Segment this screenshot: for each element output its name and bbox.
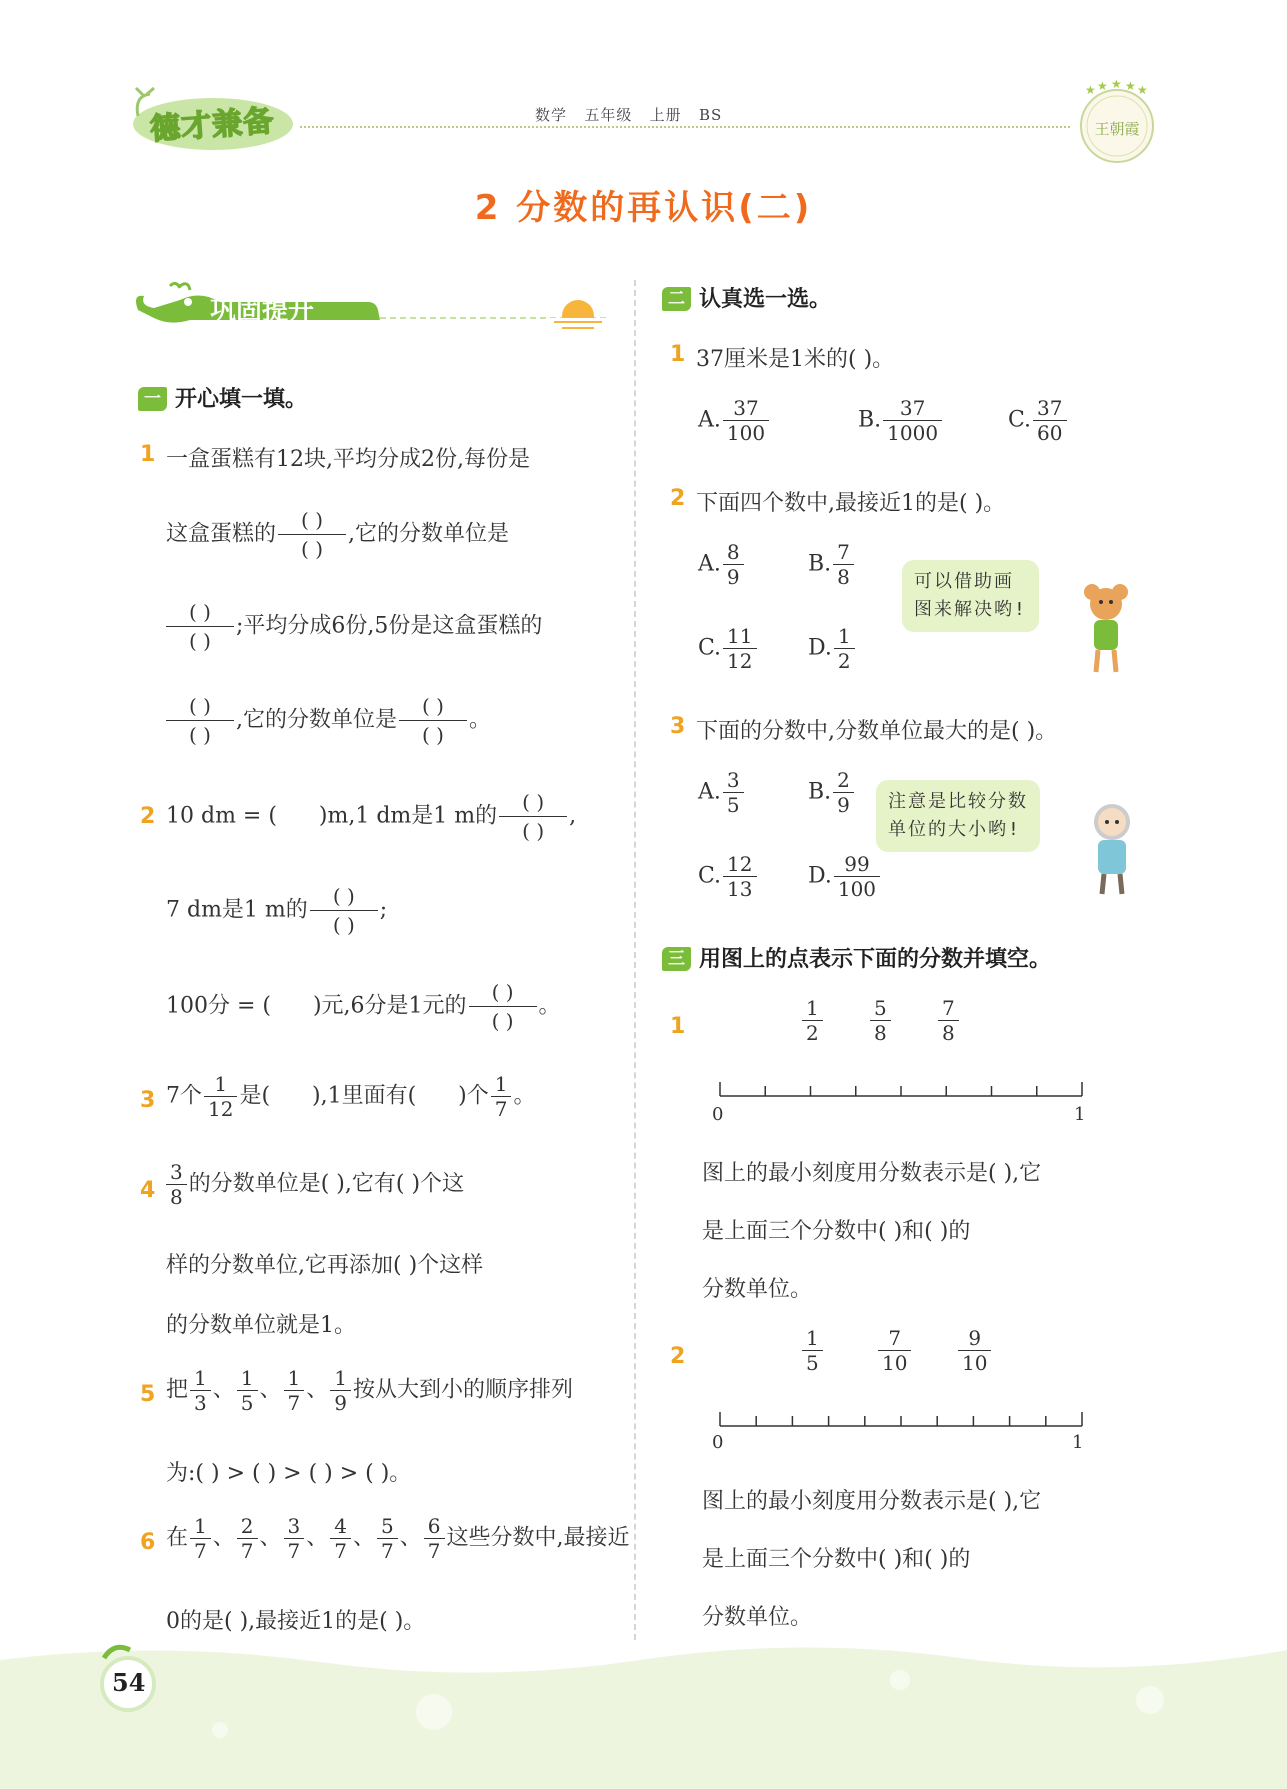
question-number: 1: [670, 1014, 686, 1039]
q4-line3: 的分数单位就是1。: [166, 1313, 356, 1338]
question-number: 3: [140, 1088, 156, 1113]
target-fraction: $\frac{9}{10}$: [956, 1326, 993, 1375]
hint-bubble: 注意是比较分数 单位的大小哟!: [876, 780, 1040, 852]
page-number: 54: [112, 1668, 146, 1697]
target-fraction: $\frac{5}{8}$: [868, 996, 893, 1045]
target-fraction: $\frac{7}{10}$: [876, 1326, 913, 1375]
s3-q1-line2: 是上面三个分数中( )和( )的: [702, 1219, 971, 1244]
page-title: 2 分数的再认识(二): [474, 188, 813, 228]
blank-fraction[interactable]: ( ) ( ): [166, 598, 234, 655]
cartoon-mouse-illustration: [1072, 580, 1140, 680]
hint-bubble: 可以借助画 图来解决哟!: [902, 560, 1039, 632]
ruler-one-label: 1: [1074, 1104, 1086, 1125]
q3-line: 7个 $\frac{1}{12}$ 是( ),1里面有( )个 $\frac{1}{7}$ 。: [166, 1072, 536, 1121]
column-divider: [634, 280, 636, 1640]
section-2-heading: 二 认真选一选。: [662, 282, 831, 313]
consolidate-banner-label: 巩固提升: [210, 296, 315, 326]
s3-q2-line3: 分数单位。: [702, 1605, 813, 1630]
section-1-heading: 一 开心填一填。: [138, 382, 307, 413]
question-number: 2: [670, 486, 686, 511]
target-fraction: $\frac{1}{5}$: [800, 1326, 825, 1375]
q5-line1: 把 $\frac{1}{3}$ 、 $\frac{1}{5}$ 、 $\frac{1}{7}$ 、 $\frac{1}{9}$ 按从大到小的顺序排列: [166, 1366, 574, 1415]
s3-q1-line1: 图上的最小刻度用分数表示是( ),它: [702, 1161, 1042, 1186]
section-3-tag: 三: [662, 947, 691, 971]
question-number: 3: [670, 714, 686, 739]
number-line-eighths[interactable]: [712, 1076, 1090, 1116]
q6-line1: 在 $\frac{1}{7}$ 、 $\frac{2}{7}$ 、 $\frac{3}{7}$ 、 $\frac{4}{7}$ 、 $\frac{5}{7}$ 、 $\frac{6}{7}$ 这些分数中,最接近: [166, 1514, 630, 1563]
q4-line2: 样的分数单位,它再添加( )个这样: [166, 1253, 484, 1278]
question-number: 1: [670, 342, 686, 367]
blank-fraction[interactable]: ( ) ( ): [310, 882, 378, 939]
q1-line3: ( ) ( ) ;平均分成6份,5份是这盒蛋糕的: [164, 598, 542, 655]
q2-line1: 10 dm = ( )m,1 dm是1 m的 ( ) ( ) ,: [166, 790, 577, 843]
ruler-one-label: 1: [1072, 1432, 1084, 1453]
svg-text:★: ★: [1085, 83, 1096, 97]
ruler-zero-label: 0: [712, 1432, 724, 1453]
q1-line1: 一盒蛋糕有12块,平均分成2份,每份是: [166, 447, 530, 472]
blank-fraction[interactable]: ( ) ( ): [166, 692, 234, 749]
q1-line4: ( ) ( ) ,它的分数单位是 ( ) ( ) 。: [164, 692, 491, 749]
option-b[interactable]: B. $\frac{7}{8}$: [808, 540, 856, 589]
s3-q2-line1: 图上的最小刻度用分数表示是( ),它: [702, 1489, 1042, 1514]
svg-text:★: ★: [1125, 80, 1136, 93]
question-number: 6: [140, 1530, 156, 1555]
option-b[interactable]: B. $\frac{37}{1000}$: [858, 396, 944, 445]
question-number: 1: [140, 442, 156, 467]
question-number: 4: [140, 1178, 156, 1203]
question-number: 2: [140, 804, 156, 829]
option-b[interactable]: B. $\frac{2}{9}$: [808, 768, 856, 817]
option-c[interactable]: C. $\frac{37}{60}$: [1008, 396, 1069, 445]
blank-fraction[interactable]: ( ) ( ): [469, 978, 537, 1035]
s2-q1-text: 37厘米是1米的( )。: [696, 347, 895, 372]
q4-line1: $\frac{3}{8}$ 的分数单位是( ),它有( )个这: [164, 1160, 464, 1209]
footer-wave-decoration: [0, 1640, 1287, 1789]
section-1-tag: 一: [138, 387, 167, 411]
cartoon-grandpa-illustration: [1078, 800, 1146, 900]
author-seal-badge: [1075, 80, 1160, 165]
target-fraction: $\frac{1}{2}$: [800, 996, 825, 1045]
s2-q3-text: 下面的分数中,分数单位最大的是( )。: [696, 719, 1058, 744]
option-d[interactable]: D. $\frac{99}{100}$: [808, 852, 882, 901]
blank-fraction[interactable]: ( ) ( ): [278, 506, 346, 563]
s2-q2-text: 下面四个数中,最接近1的是( )。: [696, 491, 1006, 516]
question-number: 5: [140, 1382, 156, 1407]
option-a[interactable]: A. $\frac{37}{100}$: [698, 396, 771, 445]
option-c[interactable]: C. $\frac{12}{13}$: [698, 852, 759, 901]
option-a[interactable]: A. $\frac{3}{5}$: [698, 768, 746, 817]
s3-q2-line2: 是上面三个分数中( )和( )的: [702, 1547, 971, 1572]
q1-line2: 这盒蛋糕的 ( ) ( ) ,它的分数单位是: [166, 508, 510, 561]
option-d[interactable]: D. $\frac{1}{2}$: [808, 624, 857, 673]
brand-logo: 德才兼备: [149, 103, 276, 148]
question-number: 2: [670, 1344, 686, 1369]
blank-fraction[interactable]: ( ) ( ): [499, 788, 567, 845]
q5-line2: 为:( ) > ( ) > ( ) > ( )。: [166, 1461, 412, 1486]
svg-text:★: ★: [1111, 80, 1122, 91]
q2-line3: 100分 = ( )元,6分是1元的 ( ) ( ) 。: [166, 980, 561, 1033]
q6-line2: 0的是( ),最接近1的是( )。: [166, 1609, 426, 1634]
consolidate-banner: [130, 280, 610, 340]
target-fraction: $\frac{7}{8}$: [936, 996, 961, 1045]
svg-text:★: ★: [1097, 80, 1108, 93]
section-3-heading: 三 用图上的点表示下面的分数并填空。: [662, 942, 1051, 973]
s3-q1-line3: 分数单位。: [702, 1277, 813, 1302]
blank-fraction[interactable]: ( ) ( ): [399, 692, 467, 749]
option-c[interactable]: C. $\frac{11}{12}$: [698, 624, 759, 673]
header-info: 数学 五年级 上册 BS: [535, 106, 723, 124]
svg-text:王朝霞: 王朝霞: [1094, 120, 1140, 138]
q2-line2: 7 dm是1 m的 ( ) ( ) ;: [166, 884, 388, 937]
ruler-zero-label: 0: [712, 1104, 724, 1125]
svg-text:★: ★: [1137, 83, 1148, 97]
header-rule: [300, 126, 1070, 128]
option-a[interactable]: A. $\frac{8}{9}$: [698, 540, 746, 589]
section-2-tag: 二: [662, 287, 691, 311]
number-line-tenths[interactable]: [712, 1406, 1090, 1446]
